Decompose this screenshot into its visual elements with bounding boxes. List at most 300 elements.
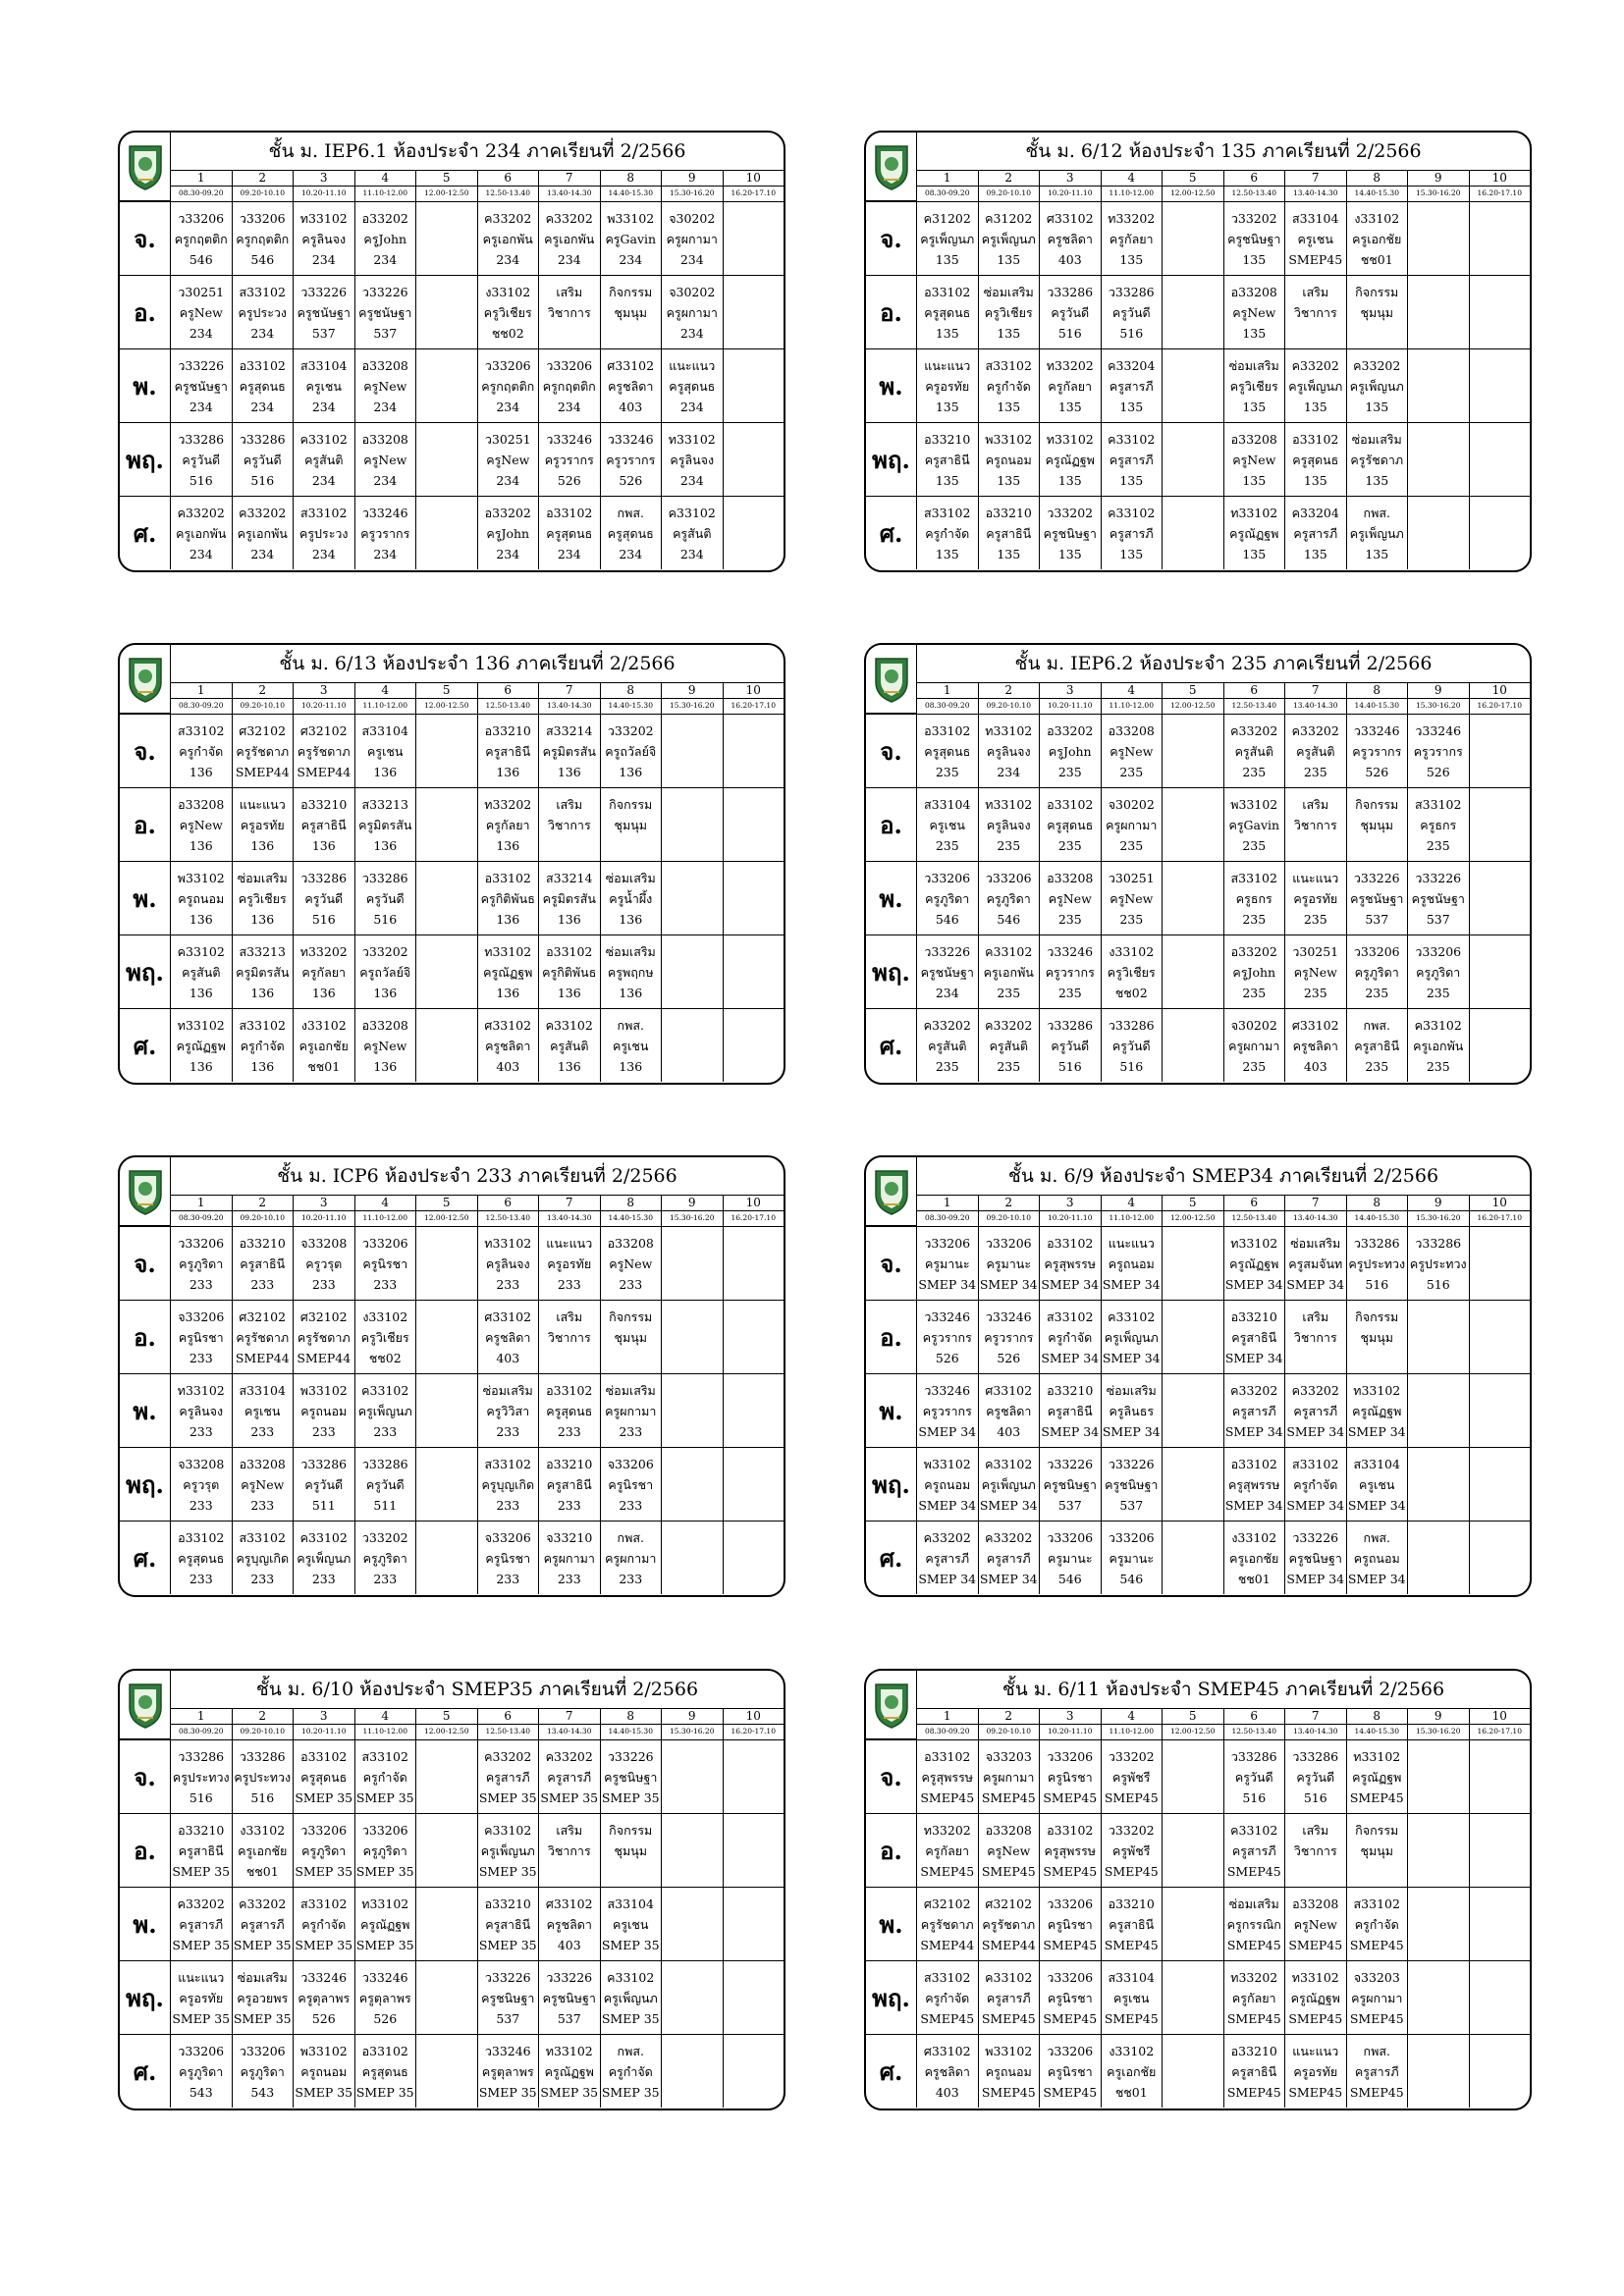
cell-subject: ค33202 — [1230, 722, 1278, 738]
period-time: 09.20-10.10 — [979, 1724, 1041, 1739]
timetable-cell — [294, 349, 355, 422]
timetable-cell — [917, 1301, 979, 1373]
cell-subject: ค33202 — [484, 1748, 532, 1764]
cell-subject: ค33102 — [299, 431, 348, 447]
cell-teacher: ชุมนุม — [1360, 1842, 1393, 1858]
cell-room: SMEP 34 — [1347, 1497, 1406, 1513]
cell-room: SMEP 34 — [918, 1571, 977, 1586]
cell-room: 516 — [1242, 1789, 1267, 1805]
timetable-cell — [294, 1740, 355, 1813]
timetable-cell — [233, 1888, 295, 1960]
cell-teacher: ครูสันติ — [304, 452, 344, 467]
cell-teacher: ครูสุดนธ — [1292, 452, 1339, 467]
cell-subject: ง33102 — [1231, 1529, 1277, 1545]
cell-room: 516 — [311, 911, 336, 927]
cell-subject: ศ33102 — [545, 1896, 593, 1911]
timetable-cell — [1285, 715, 1347, 787]
cell-teacher: ครูเอกพัน — [544, 231, 595, 246]
cell-subject — [662, 1746, 723, 1767]
cell-teacher: ครูอรทัย — [1293, 2063, 1338, 2079]
timetable-cell — [1163, 862, 1224, 934]
period-number: 7 — [1285, 1195, 1347, 1210]
cell-teacher: ครูสาธินี — [485, 1916, 531, 1932]
cell-subject: ค33204 — [1108, 357, 1156, 373]
cell-subject: ส33104 — [239, 1382, 286, 1398]
timetable-cell — [1163, 276, 1224, 348]
day-row — [866, 714, 1530, 787]
cell-room: 233 — [619, 1276, 643, 1292]
cell-teacher — [416, 888, 477, 909]
cell-subject: ว33226 — [361, 284, 408, 299]
cell-subject: ว33286 — [239, 431, 286, 447]
timetable-cell — [1285, 1814, 1347, 1887]
cell-teacher: ครูชลิดา — [1047, 231, 1093, 246]
cell-teacher: ครูผกามา — [1228, 1038, 1280, 1053]
cell-teacher: ครูNew — [179, 304, 223, 320]
day-label: อ. — [120, 1814, 171, 1887]
timetable-cell — [979, 1227, 1041, 1300]
cell-teacher: ครูเอกพัน — [176, 525, 227, 541]
cell-room: 233 — [557, 1276, 581, 1292]
cell-room — [416, 2008, 477, 2029]
cell-teacher: ครูสาธินี — [300, 817, 347, 832]
timetable-cell — [478, 935, 540, 1008]
timetable-cell — [1347, 1448, 1409, 1521]
cell-subject — [1408, 1454, 1469, 1474]
timetable-cell — [662, 1961, 724, 2034]
timetable-cell — [724, 1227, 785, 1300]
period-number: 1 — [917, 1195, 979, 1210]
timetable-cell — [662, 1522, 724, 1594]
cell-teacher — [416, 1841, 477, 1861]
cell-subject: ศ33102 — [484, 1308, 532, 1324]
cell-subject: ค33102 — [668, 505, 716, 520]
timetable-cell — [979, 202, 1041, 275]
day-row — [120, 787, 784, 861]
timetable-cell — [1408, 1374, 1470, 1447]
timetable-cell — [601, 1009, 663, 1082]
timetable-cell — [416, 1814, 478, 1887]
cell-teacher — [416, 1914, 477, 1935]
cell-teacher — [662, 1841, 723, 1861]
cell-teacher — [1470, 962, 1531, 983]
cell-teacher: ครูกัลยา — [1231, 1990, 1276, 2005]
timetable-cell — [662, 1301, 724, 1373]
timetable-grid — [866, 170, 1530, 570]
period-time: 13.40-14.30 — [539, 1724, 601, 1739]
cell-teacher: ครูสุพรรษ — [1227, 1476, 1280, 1492]
cell-teacher — [416, 229, 477, 249]
cell-room — [724, 1056, 785, 1077]
period-number: 9 — [1408, 1708, 1470, 1724]
period-time-row — [917, 1210, 1530, 1227]
cell-teacher: ครูกัลยา — [301, 964, 347, 980]
cell-subject: อ33102 — [924, 722, 971, 738]
cell-teacher: วิชาการ — [1293, 1842, 1337, 1858]
timetable-cell — [539, 1301, 601, 1373]
cell-room: SMEP44 — [235, 764, 290, 779]
period-time: 14.40-15.30 — [1347, 1724, 1409, 1739]
cell-teacher: ครูผกามา — [1106, 817, 1158, 832]
cell-subject: ค31202 — [985, 210, 1033, 226]
timetable-cell — [1285, 349, 1347, 422]
period-number-row — [917, 1195, 1530, 1211]
timetable-cell — [1163, 935, 1224, 1008]
cell-subject: ซ่อมเสริม — [1106, 1382, 1157, 1398]
timetable-cell — [979, 423, 1041, 496]
timetable-cell — [917, 423, 979, 496]
cell-room: 235 — [1365, 1058, 1389, 1074]
cell-room — [416, 1421, 477, 1442]
timetable-cell — [724, 1814, 785, 1887]
cell-teacher — [662, 1254, 723, 1274]
cell-subject — [1163, 282, 1223, 302]
cell-subject: ว33226 — [607, 1748, 654, 1764]
cell-teacher: ครูวันดี — [1051, 304, 1090, 320]
day-row — [120, 1813, 784, 1887]
cell-subject: ว33226 — [546, 1969, 593, 1985]
cell-room — [416, 470, 477, 491]
timetable-cell — [1347, 788, 1409, 861]
cell-teacher: ครูชนิษฐา — [1288, 1550, 1342, 1566]
cell-teacher: ครูกำจัด — [1048, 1329, 1093, 1345]
cell-subject: ส33102 — [239, 1529, 286, 1545]
cell-room — [1470, 1935, 1531, 1955]
timetable-cell — [1347, 1522, 1409, 1594]
cell-teacher: ครูสุดนธ — [178, 1550, 225, 1566]
period-time: 11.10-12.00 — [1102, 1724, 1164, 1739]
cell-teacher — [1470, 1036, 1531, 1056]
cell-subject: พ33102 — [985, 2043, 1033, 2058]
cell-room — [724, 2008, 785, 2029]
cell-room: 135 — [935, 472, 959, 488]
period-time: 14.40-15.30 — [601, 186, 663, 201]
cell-room — [1408, 397, 1469, 417]
cell-teacher: ครูมิตรสัน — [542, 743, 596, 759]
cell-teacher — [1470, 1988, 1531, 2008]
cell-subject: ศ32102 — [299, 1308, 348, 1324]
timetable-cell — [233, 1009, 295, 1082]
timetable-cell — [1163, 423, 1224, 496]
timetable-cell — [1470, 276, 1531, 348]
day-row — [866, 934, 1530, 1008]
cell-room — [1470, 1495, 1531, 1516]
cell-room: 136 — [557, 1058, 581, 1074]
timetable-cell — [1347, 497, 1409, 569]
period-time: 10.20-11.10 — [294, 186, 355, 201]
cell-subject: ง33102 — [485, 284, 531, 299]
cell-subject — [662, 1527, 723, 1548]
timetable-cell — [724, 1009, 785, 1082]
timetable-cell — [539, 1448, 601, 1521]
cell-room — [724, 2082, 785, 2103]
cell-room: 233 — [250, 1497, 275, 1513]
cell-room: SMEP44 — [297, 764, 352, 779]
cell-room: SMEP 35 — [540, 1789, 599, 1805]
cell-teacher: ครูวิเชียร — [1229, 378, 1278, 394]
cell-room: 537 — [1365, 911, 1389, 927]
timetable-cell — [601, 935, 663, 1008]
cell-teacher — [724, 741, 785, 762]
cell-teacher — [724, 1767, 785, 1788]
period-time: 10.20-11.10 — [294, 698, 355, 714]
cell-teacher: ครูณัฏฐพ — [1045, 452, 1095, 467]
day-label: พ. — [120, 349, 171, 422]
cell-subject — [416, 355, 477, 376]
cell-room: 234 — [373, 399, 398, 414]
timetable-cell — [917, 497, 979, 569]
timetable-cell — [724, 1522, 785, 1594]
cell-teacher — [1408, 376, 1469, 397]
period-number: 2 — [979, 1195, 1041, 1210]
timetable-cell — [355, 349, 417, 422]
cell-room — [1285, 1348, 1346, 1368]
cell-room: 234 — [189, 325, 213, 341]
period-time: 15.30-16.20 — [662, 186, 724, 201]
timetable-cell — [416, 202, 478, 275]
cell-room: 234 — [557, 251, 581, 267]
period-number: 3 — [294, 1195, 355, 1210]
timetable-cell — [294, 1227, 355, 1300]
cell-teacher: ครูสุดนธ — [924, 304, 971, 320]
timetable-cell — [662, 1888, 724, 1960]
cell-subject: ง33102 — [300, 1017, 347, 1033]
timetable-cell — [979, 1814, 1041, 1887]
cell-subject — [1163, 1894, 1223, 1914]
cell-room — [416, 1935, 477, 1955]
timetable-cell — [1470, 1448, 1531, 1521]
cell-room: 135 — [997, 399, 1021, 414]
day-label: พ. — [120, 1374, 171, 1447]
timetable-cell — [1470, 1961, 1531, 2034]
period-number: 3 — [1040, 682, 1102, 698]
timetable-cell — [1224, 935, 1286, 1008]
cell-subject: ส33104 — [361, 722, 408, 738]
cell-subject: ว33206 — [239, 2043, 286, 2058]
cell-teacher: ครูมิตรสัน — [542, 890, 596, 906]
cell-subject: ว33246 — [607, 431, 654, 447]
cell-teacher: ครูเอกพัน — [482, 231, 533, 246]
cell-room: SMEP 35 — [233, 1937, 292, 1952]
cell-subject: อ33202 — [484, 505, 531, 520]
cell-room: 233 — [189, 1350, 213, 1365]
cell-teacher: ครูชลิดา — [924, 2063, 970, 2079]
cell-room: ชช02 — [1114, 985, 1148, 1000]
period-number: 4 — [355, 1708, 417, 1724]
cell-subject — [1470, 2041, 1531, 2061]
timetable-cell — [539, 497, 601, 569]
timetable-cell — [233, 1522, 295, 1594]
cell-room: SMEP 34 — [1102, 1276, 1161, 1292]
timetable-card — [864, 1669, 1532, 2110]
period-number: 9 — [662, 682, 724, 698]
timetable-cell — [1408, 1740, 1470, 1813]
cell-room: 234 — [373, 251, 398, 267]
timetable-cell — [1347, 862, 1409, 934]
cell-subject: กิจกรรม — [1355, 796, 1399, 812]
timetable-title: ชั้น ม. 6/11 ห้องประจำ SMEP45 ภาคเรียนที่ 2/2566 — [917, 1671, 1530, 1709]
period-time: 13.40-14.30 — [1285, 1724, 1347, 1739]
timetable-cell — [294, 2035, 355, 2108]
cell-room: SMEP45 — [981, 1789, 1036, 1805]
cell-subject: ท33102 — [177, 1017, 225, 1033]
timetable-cell — [979, 1374, 1041, 1447]
timetable-cell — [171, 862, 233, 934]
cell-room: SMEP 34 — [1102, 1350, 1161, 1365]
timetable-card — [118, 1669, 785, 2110]
timetable-cell — [355, 1740, 417, 1813]
cell-subject: ซ่อมเสริม — [482, 1382, 533, 1398]
cell-room: 537 — [311, 325, 336, 341]
timetable-cell — [355, 1374, 417, 1447]
cell-teacher — [416, 741, 477, 762]
timetable-cell — [233, 1374, 295, 1447]
cell-teacher: ครูรัชดาภ — [1350, 452, 1404, 467]
cell-teacher — [662, 888, 723, 909]
cell-subject — [662, 1233, 723, 1254]
period-time: 09.20-10.10 — [233, 186, 295, 201]
period-time: 16.20-17.10 — [731, 1213, 776, 1222]
cell-subject — [662, 1307, 723, 1327]
cell-subject: ค33202 — [545, 210, 593, 226]
cell-subject: อ33102 — [1292, 431, 1339, 447]
cell-room: SMEP 35 — [172, 1937, 231, 1952]
cell-teacher: ครูผกามา — [543, 1550, 595, 1566]
timetable-cell — [1102, 202, 1164, 275]
timetable-cell — [1040, 1814, 1102, 1887]
timetable-cell — [724, 935, 785, 1008]
timetable-cell — [294, 423, 355, 496]
timetable-cell — [979, 1888, 1041, 1960]
cell-teacher: ครูชนิษฐา — [481, 1990, 535, 2005]
cell-room: 403 — [619, 399, 643, 414]
cell-teacher: ครูน้ำผึ้ง — [609, 890, 653, 906]
cell-room — [1285, 323, 1346, 344]
cell-room — [724, 835, 785, 856]
cell-room: 233 — [250, 1276, 275, 1292]
cell-teacher: ครูNew — [1048, 890, 1092, 906]
period-number-row — [171, 1195, 784, 1211]
cell-subject — [1163, 1527, 1223, 1548]
timetable-cell — [1040, 1227, 1102, 1300]
timetable-cell — [1224, 1227, 1286, 1300]
cell-subject — [1470, 503, 1531, 523]
cell-teacher: ครูพฤกษ — [607, 964, 654, 980]
timetable-cell — [1408, 1522, 1470, 1594]
cell-subject: ว33206 — [178, 2043, 225, 2058]
cell-subject — [416, 2041, 477, 2061]
cell-room: 526 — [373, 2010, 398, 2026]
cell-room: 234 — [311, 399, 336, 414]
period-time: 13.40-14.30 — [1285, 186, 1347, 201]
cell-subject: ค33102 — [1230, 1822, 1278, 1838]
cell-teacher: ครูNew — [987, 1842, 1031, 1858]
cell-room: 233 — [373, 1276, 398, 1292]
cell-room: 135 — [1119, 472, 1144, 488]
timetable-cell — [917, 1522, 979, 1594]
cell-room: 233 — [189, 1423, 213, 1439]
cell-teacher — [1408, 2061, 1469, 2082]
cell-teacher — [724, 302, 785, 323]
cell-subject: ว33202 — [607, 722, 654, 738]
period-number: 7 — [539, 1195, 601, 1210]
cell-teacher: ครูเพ็ญนภ — [603, 1990, 658, 2005]
cell-room — [1470, 1421, 1531, 1442]
cell-room: 403 — [557, 1937, 581, 1952]
timetable-cell — [1040, 1448, 1102, 1521]
cell-room: SMEP 34 — [1224, 1423, 1283, 1439]
cell-subject: อ33102 — [924, 1748, 971, 1764]
cell-room — [1408, 1495, 1469, 1516]
cell-room: SMEP 35 — [233, 2010, 292, 2026]
cell-subject — [416, 721, 477, 741]
cell-teacher: ครูรัชดาภ — [920, 1916, 974, 1932]
timetable-cell — [662, 276, 724, 348]
cell-teacher: ครูสาธินี — [1231, 2063, 1277, 2079]
day-row — [120, 714, 784, 787]
cell-teacher — [1163, 962, 1223, 983]
cell-room — [662, 1348, 723, 1368]
timetable-cell — [1285, 202, 1347, 275]
cell-teacher — [662, 815, 723, 835]
cell-room: 135 — [935, 546, 959, 561]
period-time: 15.30-16.20 — [662, 1210, 724, 1226]
cell-teacher — [724, 1401, 785, 1421]
cell-subject: ค33202 — [545, 1748, 593, 1764]
cell-teacher: ครูสมจันท — [1288, 1255, 1343, 1271]
cell-room — [1470, 909, 1531, 930]
timetable-cell — [355, 1522, 417, 1594]
timetable-cell — [416, 1009, 478, 1082]
timetable-cell — [1470, 202, 1531, 275]
cell-teacher — [662, 741, 723, 762]
cell-room — [662, 2008, 723, 2029]
timetable-cell — [1102, 349, 1164, 422]
cell-teacher: ครูกำจัด — [1354, 1916, 1399, 1932]
period-number: 5 — [416, 1708, 478, 1724]
cell-teacher — [1470, 1767, 1531, 1788]
cell-room: 234 — [311, 251, 336, 267]
cell-subject: ว33286 — [361, 1456, 408, 1471]
cell-subject — [662, 868, 723, 888]
cell-room — [724, 1569, 785, 1589]
period-number: 2 — [233, 1195, 295, 1210]
cell-room: 235 — [997, 1058, 1021, 1074]
cell-teacher — [1408, 302, 1469, 323]
period-number: 6 — [1224, 682, 1286, 698]
cell-room — [416, 1495, 477, 1516]
period-time: 12.50-13.40 — [1224, 1724, 1286, 1739]
cell-subject: พ33102 — [607, 210, 655, 226]
cell-teacher: ครูเอกชัย — [1352, 231, 1402, 246]
cell-room: 234 — [679, 399, 704, 414]
cell-room — [662, 909, 723, 930]
cell-room: SMEP45 — [1104, 1863, 1159, 1879]
cell-teacher: ครูภูริดา — [925, 890, 970, 906]
cell-subject: ท33102 — [299, 210, 348, 226]
cell-subject: ว33226 — [1415, 870, 1462, 885]
cell-room: SMEP45 — [1043, 1937, 1098, 1952]
cell-teacher — [416, 1036, 477, 1056]
timetable-cell — [478, 715, 540, 787]
cell-teacher: ครูลินจง — [179, 1403, 224, 1418]
period-number-row — [917, 1708, 1530, 1725]
cell-teacher: ครูสาธินี — [485, 743, 531, 759]
cell-subject: ว33286 — [1292, 1748, 1339, 1764]
cell-teacher — [1163, 1914, 1223, 1935]
timetable-cell — [1163, 1888, 1224, 1960]
period-time: 16.20-17.10 — [1477, 188, 1522, 197]
